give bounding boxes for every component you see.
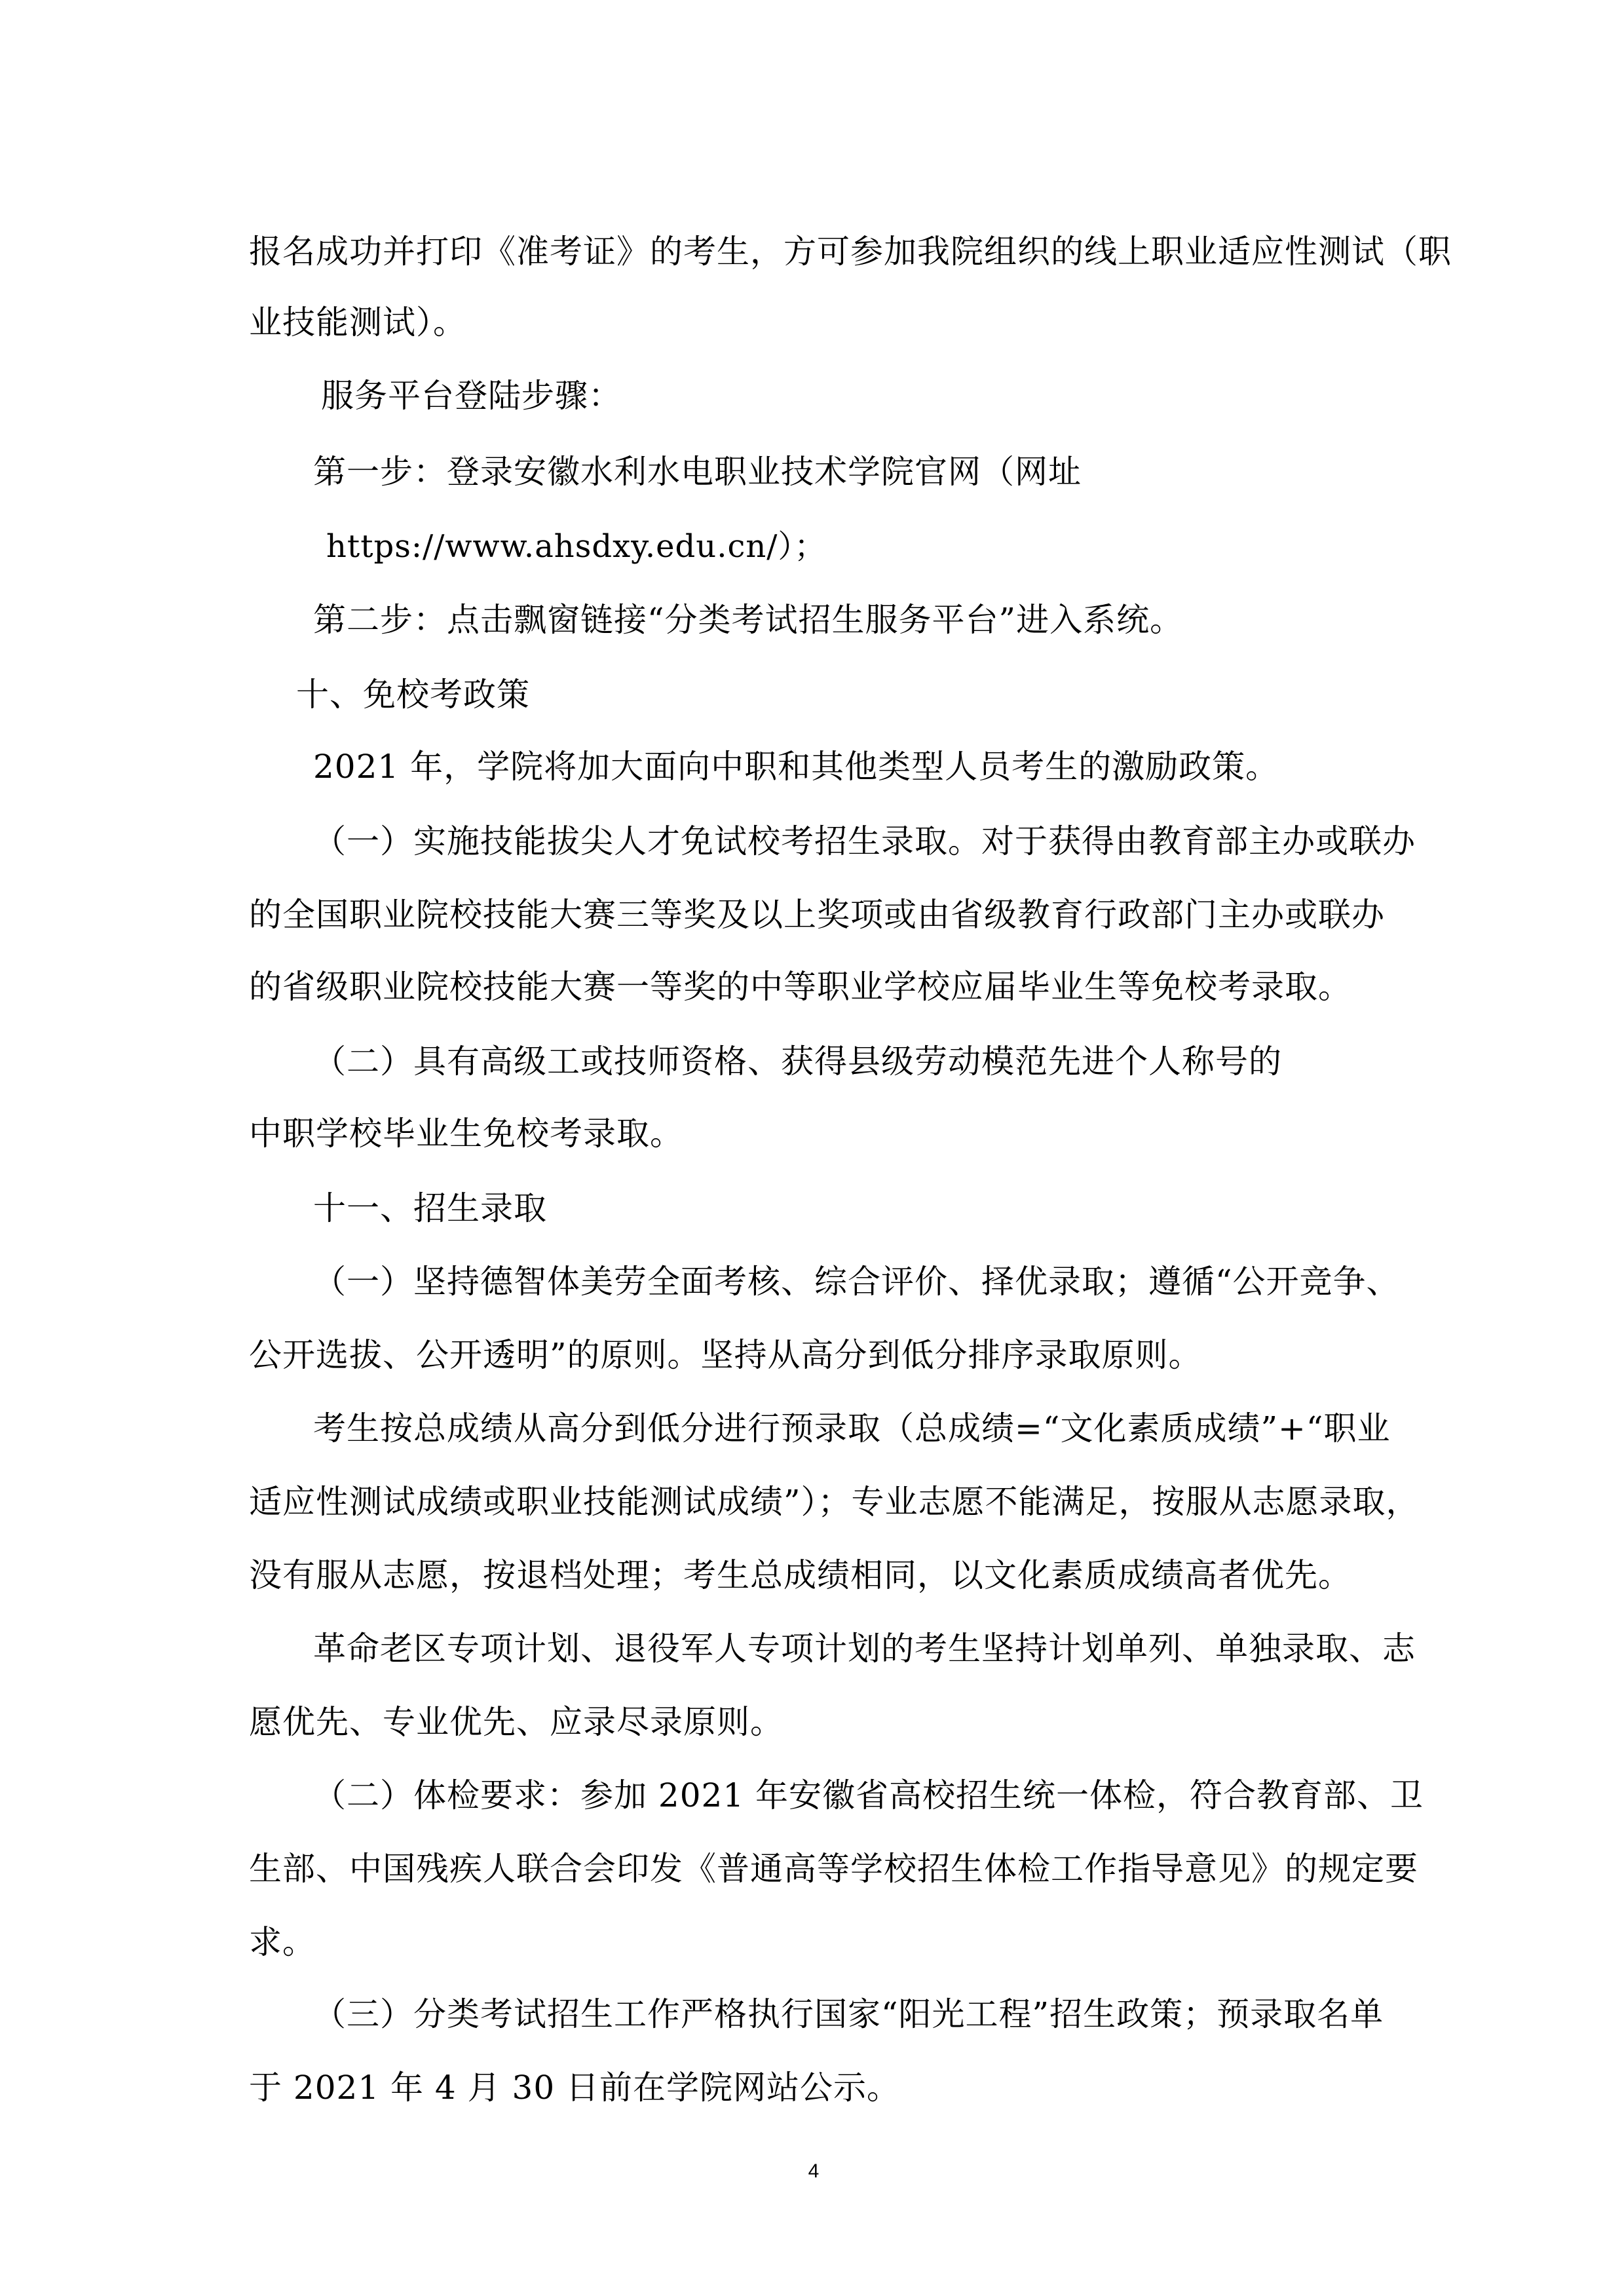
paragraph-line: 2021 年，学院将加大面向中职和其他类型人员考生的激励政策。 [313, 748, 1279, 786]
website-url: https://www.ahsdxy.edu.cn/）； [326, 528, 827, 565]
paragraph-line: 革命老区专项计划、退役军人专项计划的考生坚持计划单列、单独录取、志 [313, 1630, 1416, 1668]
paragraph-line: 业技能测试）。 [249, 303, 466, 341]
paragraph-line: 求。 [249, 1923, 316, 1961]
paragraph-line: 适应性测试成绩或职业技能测试成绩”）；专业志愿不能满足，按服从志愿录取， [249, 1483, 1420, 1521]
page-number: 4 [808, 2160, 820, 2182]
paragraph-line: 没有服从志愿，按退档处理；考生总成绩相同，以文化素质成绩高者优先。 [249, 1556, 1351, 1594]
paragraph-line: （三）分类考试招生工作严格执行国家“阳光工程”招生政策；预录取名单 [313, 1995, 1384, 2033]
paragraph-line: 报名成功并打印《准考证》的考生，方可参加我院组织的线上职业适应性测试（职 [249, 233, 1452, 271]
paragraph-line: （二）体检要求：参加 2021 年安徽省高校招生统一体检，符合教育部、卫 [313, 1776, 1424, 1814]
paragraph-line: 的省级职业院校技能大赛一等奖的中等职业学校应届毕业生等免校考录取。 [249, 968, 1351, 1006]
paragraph-line: 的全国职业院校技能大赛三等奖及以上奖项或由省级教育行政部门主办或联办 [249, 896, 1385, 934]
section-label: 服务平台登陆步骤： [321, 377, 622, 415]
paragraph-line: 考生按总成绩从高分到低分进行预录取（总成绩=“文化素质成绩”+“职业 [313, 1409, 1391, 1447]
paragraph-line: （一）实施技能拔尖人才免试校考招生录取。对于获得由教育部主办或联办 [313, 822, 1416, 860]
paragraph-line: 公开选拔、公开透明”的原则。坚持从高分到低分排序录取原则。 [249, 1336, 1202, 1374]
paragraph-line: 中职学校毕业生免校考录取。 [249, 1115, 683, 1153]
paragraph-line: 于 2021 年 4 月 30 日前在学院网站公示。 [249, 2069, 901, 2107]
paragraph-line: 愿优先、专业优先、应录尽录原则。 [249, 1703, 784, 1741]
section-heading: 十一、招生录取 [313, 1189, 547, 1227]
paragraph-line: 生部、中国残疾人联合会印发《普通高等学校招生体检工作指导意见》的规定要 [249, 1850, 1418, 1888]
section-heading: 十、免校考政策 [296, 676, 530, 714]
step-line: 第二步：点击飘窗链接“分类考试招生服务平台”进入系统。 [313, 601, 1184, 639]
paragraph-line: （二）具有高级工或技师资格、获得县级劳动模范先进个人称号的 [313, 1043, 1282, 1081]
paragraph-line: （一）坚持德智体美劳全面考核、综合评价、择优录取；遵循“公开竞争、 [313, 1263, 1400, 1301]
step-line: 第一步：登录安徽水利水电职业技术学院官网（网址 [313, 453, 1082, 491]
